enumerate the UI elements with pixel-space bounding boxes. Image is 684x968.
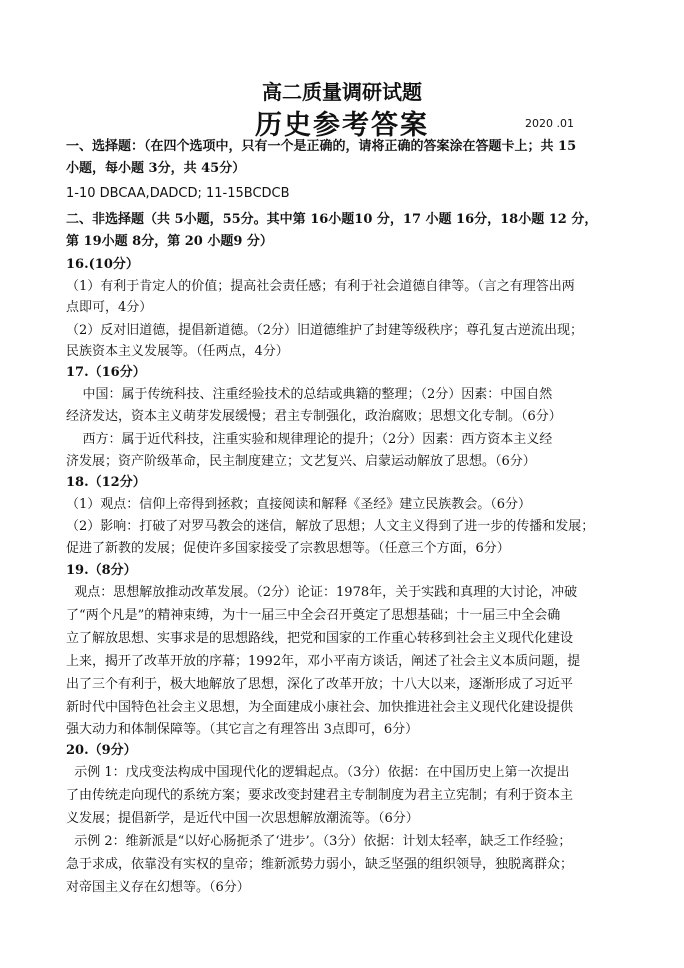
answer-text-line: （2）反对旧道德，提倡新道德。（2分）旧道德维护了封建等级秩序；尊孔复古逆流出现； [66, 323, 584, 338]
answer-text-line: 强大动力和体制保障等。（其它言之有理答出 3点即可，6分） [66, 722, 419, 737]
exam-title: 高二质量调研试题 [262, 80, 422, 104]
answer-text-line: 促进了新教的发展；促使许多国家接受了宗教思想等。（任意三个方面，6分） [66, 541, 510, 556]
answer-text-line: 义发展；提倡新学，是近代中国一次思想解放潮流等。（6分） [66, 811, 419, 826]
section-1-heading: 一、选择题：（在四个选项中，只有一个是正确的，请将正确的答案涂在答题卡上；共 15 [66, 139, 577, 154]
answer-text-line: 济发展；资产阶级革命，民主制度建立；文艺复兴、启蒙运动解放了思想。（6分） [66, 454, 536, 469]
answer-text-line: 示例 2：维新派是“以好心肠扼杀了‘进步’。（3分）依据：计划太轻率，缺乏工作经验； [66, 834, 572, 849]
section-1-heading-cont: 小题，每小题 3分，共 45分） [66, 161, 246, 176]
answer-text-line: 了由传统走向现代的系统方案；要求改变封建君主专制制度为君主立宪制；有利于资本主 [66, 788, 574, 803]
section-2-heading: 二、非选择题（共 5小题，55分。其中第 16小题10 分，17 小题 16分，18小题 12 分， [66, 212, 598, 227]
answer-text-line: 示例 1：戊戌变法构成中国现代化的逻辑起点。（3分）依据：在中国历史上第一次提出 [66, 765, 570, 780]
answer-text-line: 急于求成，依靠没有实权的皇帝；维新派势力弱小，缺乏坚强的组织领导，独脱离群众； [66, 857, 574, 872]
multiple-choice-answers: 1-10 DBCAA,DADCD; 11-15BCDCB [66, 186, 290, 201]
exam-date: 2020 .01 [525, 117, 574, 130]
question-19-heading: 19.（8分） [66, 563, 137, 578]
answer-text-line: 新时代中国特色社会主义思想，为全面建成小康社会、加快推进社会主义现代化建设提供 [66, 700, 574, 715]
answer-text-line: 中国：属于传统科技、注重经验技术的总结或典籍的整理；（2分）因素：中国自然 [66, 387, 553, 402]
answer-key-title: 历史参考答案 [255, 110, 429, 141]
section-2-heading-cont: 第 19小题 8分，第 20 小题9 分） [66, 234, 273, 249]
answer-text-line: （2）影响：打破了对罗马教会的迷信，解放了思想；人文主义得到了进一步的传播和发展； [66, 519, 595, 534]
answer-text-line: 上来，揭开了改革开放的序幕；1992年，邓小平南方谈话，阐述了社会主义本质问题，提 [66, 654, 581, 669]
answer-text-line: 出了三个有利于，极大地解放了思想，深化了改革开放；十八大以来，逐渐形成了习近平 [66, 677, 574, 692]
answer-text-line: 观点：思想解放推动改革发展。（2分）论证：1978年，关于实践和真理的大讨论，冲破 [66, 585, 578, 600]
question-17-heading: 17.（16分） [66, 365, 146, 380]
answer-text-line: 了“两个凡是”的精神束缚，为十一届三中全会召开奠定了思想基础；十一届三中全会确 [66, 608, 561, 623]
answer-text-line: 西方：属于近代科技，注重实验和规律理论的提升；（2分）因素：西方资本主义经 [66, 432, 553, 447]
answer-text-line: 点即可，4分） [66, 300, 153, 315]
question-16-heading: 16.(10分） [66, 257, 139, 272]
question-20-heading: 20.（9分） [66, 743, 137, 758]
answer-text-line: （1）观点：信仰上帝得到拯救；直接阅读和解释《圣经》建立民族教会。（6分） [66, 497, 532, 512]
answer-text-line: 民族资本主义发展等。（任两点，4分） [66, 344, 289, 359]
answer-text-line: 立了解放思想、实事求是的思想路线，把党和国家的工作重心转移到社会主义现代化建设 [66, 631, 574, 646]
answer-text-line: 对帝国主义存在幻想等。（6分） [66, 880, 250, 895]
question-18-heading: 18.（12分） [66, 475, 146, 490]
answer-text-line: 经济发达，资本主义萌芽发展缓慢；君主专制强化，政治腐败；思想文化专制。（6分） [66, 409, 562, 424]
answer-text-line: （1）有利于肯定人的价值；提高社会责任感；有利于社会道德自律等。（言之有理答出两 [66, 279, 575, 294]
